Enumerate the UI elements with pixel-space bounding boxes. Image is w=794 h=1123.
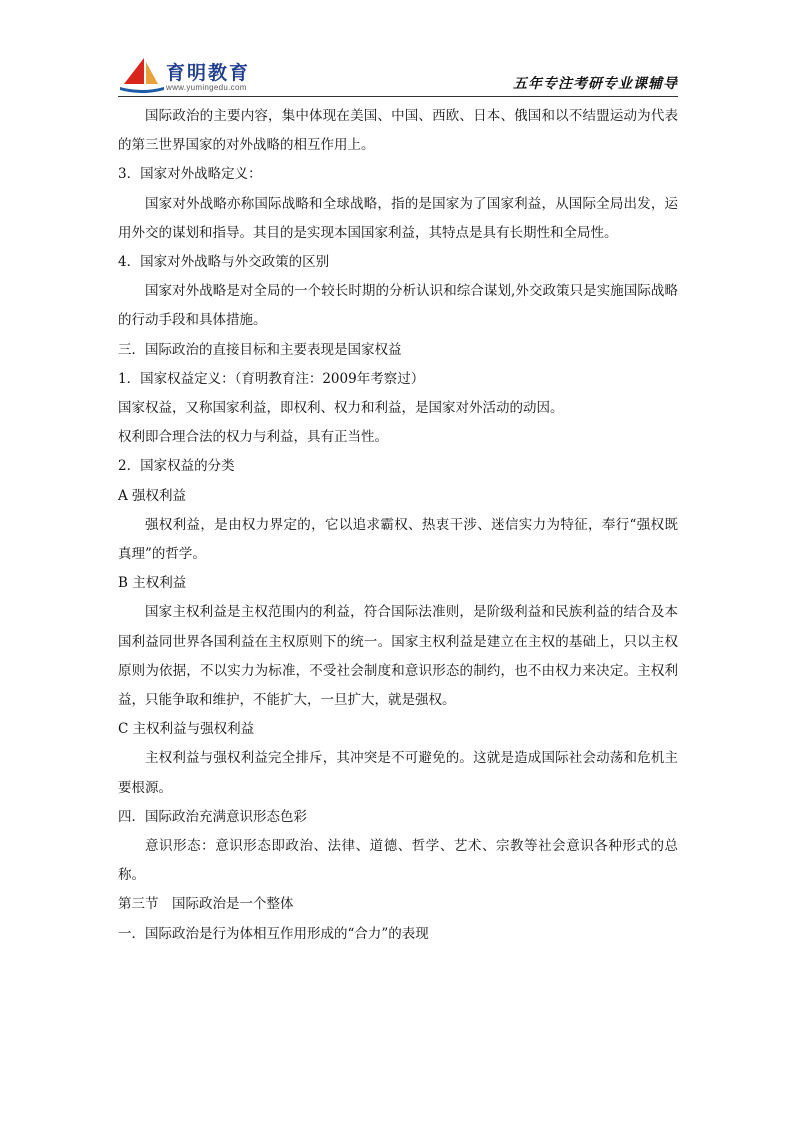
section-heading: 4．国家对外战略与外交政策的区别: [118, 254, 330, 271]
subsection-heading: B 主权利益: [118, 575, 187, 592]
chapter-heading: 第三节 国际政治是一个整体: [118, 896, 294, 913]
page-header: [118, 52, 678, 98]
logo-url: www.yumingedu.com: [166, 83, 247, 92]
section-heading: 一．国际政治是行为体相互作用形成的“合力”的表现: [118, 925, 429, 942]
paragraph: 主权利益与强权利益完全排斥，其冲突是不可避免的。这就是造成国际社会动荡和危机主要根源。: [118, 750, 678, 796]
header-divider: [118, 96, 678, 97]
paragraph: 国家对外战略是对全局的一个较长时期的分析认识和综合谋划,外交政策只是实施国际战略的行动手段和具体措施。: [118, 283, 678, 329]
subsection-heading: C 主权利益与强权利益: [118, 721, 255, 738]
section-heading: 2．国家权益的分类: [118, 458, 235, 475]
logo: [118, 52, 288, 96]
paragraph: 意识形态：意识形态即政治、法律、道德、哲学、艺术、宗教等社会意识各种形式的总称。: [118, 838, 678, 884]
paragraph: 国家权益，又称国家利益，即权利、权力和利益，是国家对外活动的动因。: [118, 400, 564, 417]
logo-name: 育明教育: [166, 62, 251, 84]
subsection-heading: A 强权利益: [118, 487, 187, 504]
section-heading: 3．国家对外战略定义：: [118, 166, 262, 183]
paragraph: 国际政治的主要内容，集中体现在美国、中国、西欧、日本、俄国和以不结盟运动为代表的第三世界国家的对外战略的相互作用上。: [118, 108, 678, 154]
paragraph: 国家主权利益是主权范围内的利益，符合国际法准则，是阶级利益和民族利益的结合及本国利益同世界各国利益在主权原则下的统一。国家主权利益是建立在主权的基础上，只以主权原则为依据，不以实力为标准，不受社会制度和意识形态的制约，也不由权力来决定。主权利益，只能争取和维护，不能扩大，一旦扩大，就是强权。: [118, 604, 678, 709]
section-heading: 1．国家权益定义：（育明教育注：2009年考察过）: [118, 370, 425, 387]
paragraph: 权利即合理合法的权力与利益，具有正当性。: [118, 429, 388, 446]
paragraph: 国家对外战略亦称国际战略和全球战略，指的是国家为了国家利益，从国际全局出发，运用外交的谋划和指导。其目的是实现本国国家利益，其特点是具有长期性和全局性。: [118, 195, 678, 241]
section-heading: 四．国际政治充满意识形态色彩: [118, 808, 307, 825]
sailboat-logo-icon: [120, 56, 164, 94]
document-body: [118, 102, 678, 949]
paragraph: 强权利益，是由权力界定的，它以追求霸权、热衷干涉、迷信实力为特征，奉行“强权既真理”的哲学。: [118, 516, 678, 563]
header-tagline: 五年专注考研专业课辅导: [513, 76, 678, 92]
section-heading: 三．国际政治的直接目标和主要表现是国家权益: [118, 341, 402, 358]
